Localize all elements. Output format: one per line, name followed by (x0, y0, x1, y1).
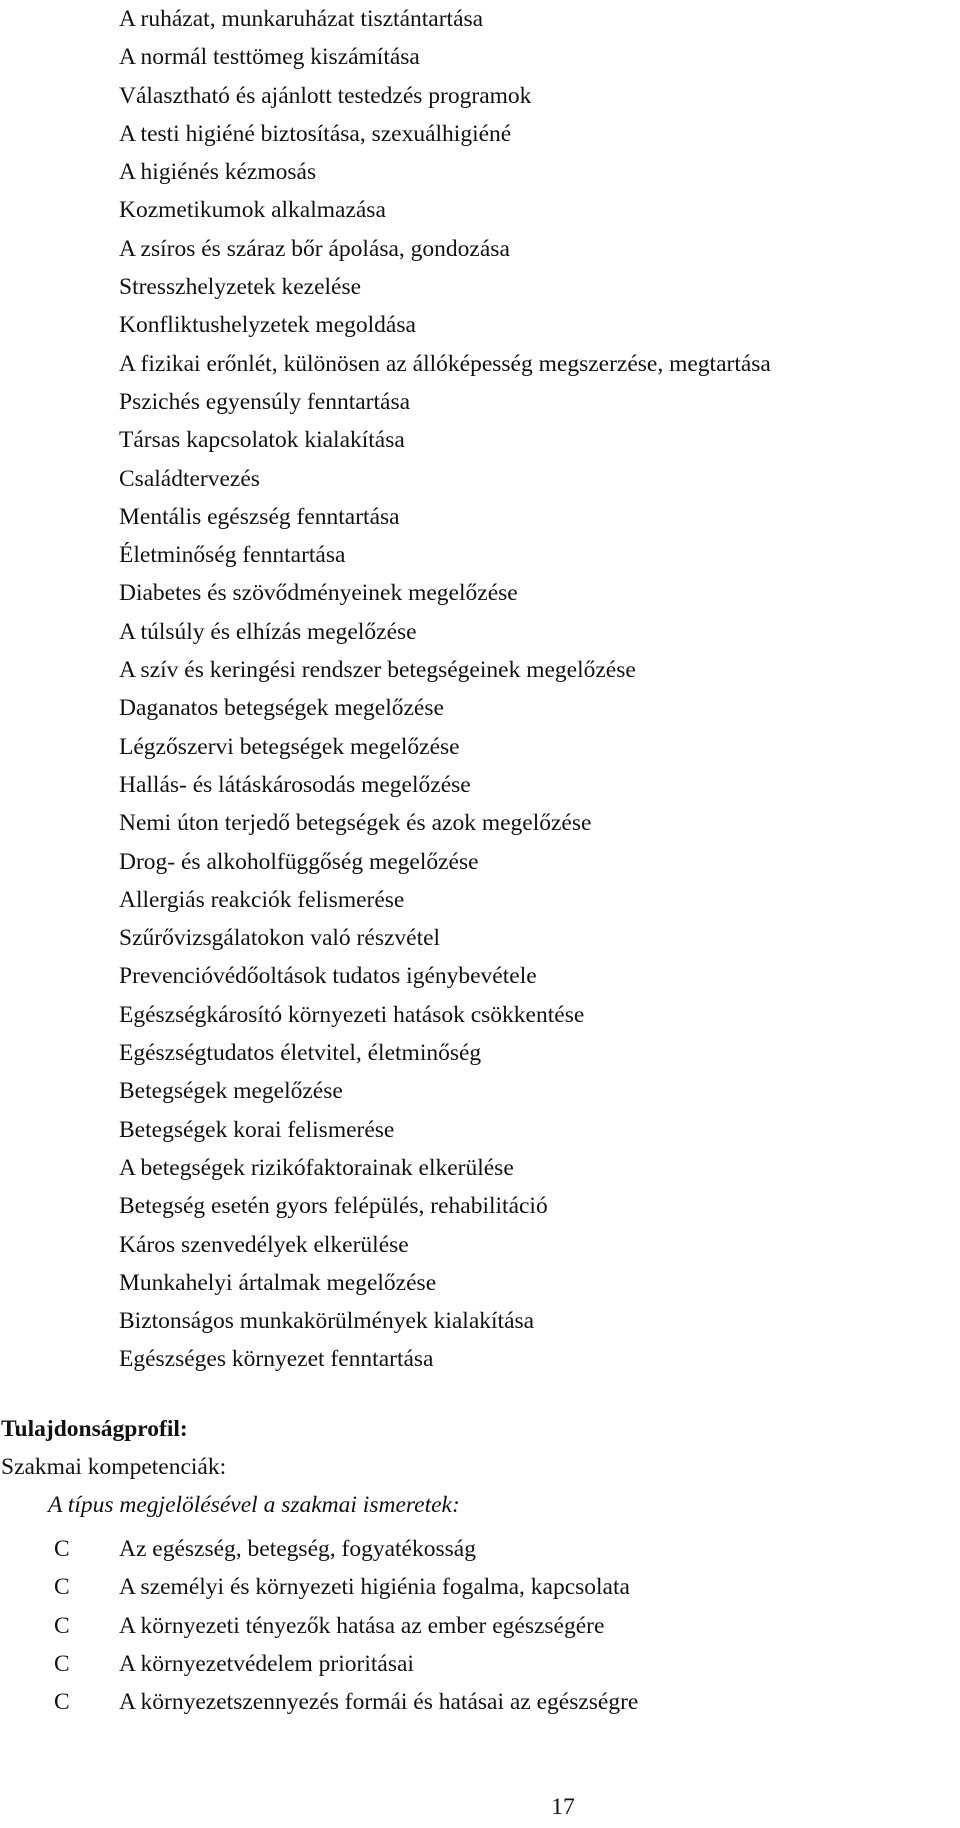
knowledge-item (54, 1530, 638, 1568)
knowledge-item (54, 1607, 638, 1645)
topic-item: Betegségek megelőzése (119, 1078, 343, 1105)
competence-label: Szakmai kompetenciák: (1, 1454, 227, 1480)
topic-item: Daganatos betegségek megelőzése (119, 695, 444, 722)
knowledge-type: C (54, 1689, 70, 1716)
topic-item: A túlsúly és elhízás megelőzése (119, 618, 417, 645)
topic-item: Konfliktushelyzetek megoldása (119, 312, 416, 339)
knowledge-text: A környezetszennyezés formái és hatásai az egészségre (119, 1689, 639, 1716)
topic-item: Pszichés egyensúly fenntartása (119, 388, 411, 415)
topic-item: Egészségtudatos életvitel, életminőség (119, 1040, 482, 1067)
knowledge-type: C (54, 1612, 70, 1639)
topic-item: A szív és keringési rendszer betegségeinek megelőzése (119, 657, 636, 684)
topic-item: Hallás- és látáskárosodás megelőzése (119, 771, 471, 798)
topic-item: Mentális egészség fenntartása (119, 503, 400, 530)
topic-item: Betegség esetén gyors felépülés, rehabilitáció (119, 1193, 548, 1220)
topic-item: Egészséges környezet fenntartása (119, 1346, 434, 1373)
topic-item: Társas kapcsolatok kialakítása (119, 427, 405, 454)
topic-list (119, 0, 771, 1379)
topic-item: Nemi úton terjedő betegségek és azok megelőzése (119, 810, 592, 837)
topic-item: A ruházat, munkaruházat tisztántartása (119, 6, 484, 32)
topic-item: A higiénés kézmosás (119, 159, 317, 186)
topic-item: A normál testtömeg kiszámítása (119, 44, 420, 71)
topic-item: Kozmetikumok alkalmazása (119, 197, 386, 224)
topic-item: Választható és ajánlott testedzés programok (119, 82, 532, 109)
topic-item: Prevencióvédőoltások tudatos igénybevétele (119, 963, 537, 990)
topic-item: Biztonságos munkakörülmények kialakítása (119, 1308, 535, 1335)
knowledge-text: Az egészség, betegség, fogyatékosság (119, 1536, 476, 1562)
knowledge-text: A személyi és környezeti higiénia fogalma, kapcsolata (119, 1574, 630, 1601)
topic-item: Életminőség fenntartása (119, 542, 346, 569)
knowledge-text: A környezeti tényezők hatása az ember egészségére (119, 1612, 605, 1639)
topic-item: Allergiás reakciók felismerése (119, 886, 405, 913)
knowledge-item (54, 1568, 638, 1606)
knowledge-intro: A típus megjelölésével a szakmai ismeretek: (48, 1492, 460, 1518)
profile-heading: Tulajdonságprofil: (1, 1416, 188, 1442)
knowledge-type: C (54, 1536, 70, 1562)
knowledge-text: A környezetvédelem prioritásai (119, 1650, 414, 1677)
page-number: 17 (551, 1794, 575, 1820)
topic-item: A betegségek rizikófaktorainak elkerülése (119, 1154, 514, 1181)
topic-item: A fizikai erőnlét, különösen az állóképesség megszerzése, megtartása (119, 350, 771, 377)
knowledge-type: C (54, 1574, 70, 1601)
knowledge-type: C (54, 1650, 70, 1677)
topic-item: Diabetes és szövődményeinek megelőzése (119, 580, 518, 607)
topic-item: A testi higiéné biztosítása, szexuálhigiéné (119, 120, 512, 147)
topic-item: Légzőszervi betegségek megelőzése (119, 733, 460, 760)
topic-item: Családtervezés (119, 465, 260, 492)
topic-item: Munkahelyi ártalmak megelőzése (119, 1269, 437, 1296)
topic-item: A zsíros és száraz bőr ápolása, gondozása (119, 235, 510, 262)
topic-item: Egészségkárosító környezeti hatások csökkentése (119, 1001, 585, 1028)
knowledge-item (54, 1645, 638, 1683)
topic-item: Drog- és alkoholfüggőség megelőzése (119, 848, 479, 875)
topic-item: Betegségek korai felismerése (119, 1116, 395, 1143)
topic-item: Szűrővizsgálatokon való részvétel (119, 925, 441, 952)
topic-item: Stresszhelyzetek kezelése (119, 274, 362, 301)
knowledge-list (54, 1530, 638, 1721)
topic-item: Káros szenvedélyek elkerülése (119, 1231, 409, 1258)
knowledge-item (54, 1683, 638, 1721)
